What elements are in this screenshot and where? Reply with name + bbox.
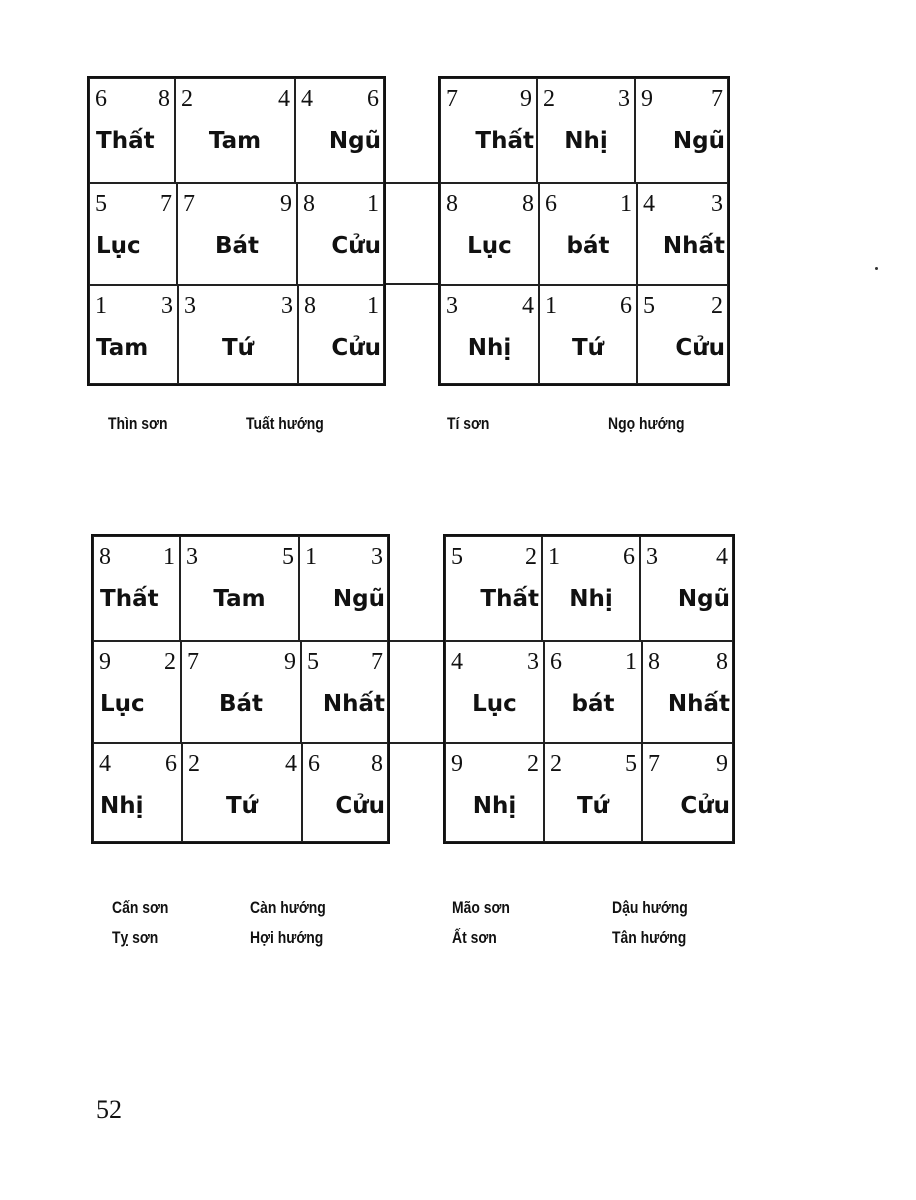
mountain-star: 8 bbox=[648, 649, 660, 675]
mountain-star: 3 bbox=[186, 544, 198, 570]
connector-line bbox=[385, 182, 441, 184]
mountain-star: 1 bbox=[545, 293, 557, 319]
period-star: Thất bbox=[96, 128, 155, 154]
grid-cell bbox=[93, 536, 180, 641]
water-star: 1 bbox=[625, 649, 637, 675]
grid-cell bbox=[539, 183, 637, 285]
water-star: 6 bbox=[623, 544, 635, 570]
grid-cell bbox=[297, 183, 384, 285]
flying-star-grid-1 bbox=[87, 76, 386, 386]
water-star: 6 bbox=[620, 293, 632, 319]
period-star: Cửu bbox=[331, 233, 381, 259]
period-star: Lục bbox=[472, 691, 517, 717]
mountain-star: 8 bbox=[303, 191, 315, 217]
mountain-star: 6 bbox=[545, 191, 557, 217]
water-star: 3 bbox=[618, 86, 630, 112]
water-star: 7 bbox=[160, 191, 172, 217]
period-star: Bát bbox=[218, 691, 264, 717]
grid-cell bbox=[440, 285, 539, 384]
grid-cell bbox=[182, 743, 302, 842]
grid-cell bbox=[445, 641, 544, 743]
water-star: 3 bbox=[371, 544, 383, 570]
mountain-star: 8 bbox=[304, 293, 316, 319]
grid-cell bbox=[445, 743, 544, 842]
water-star: 8 bbox=[522, 191, 534, 217]
water-star: 3 bbox=[711, 191, 723, 217]
mountain-star: 2 bbox=[550, 751, 562, 777]
water-star: 4 bbox=[522, 293, 534, 319]
water-star: 1 bbox=[367, 293, 379, 319]
water-star: 8 bbox=[371, 751, 383, 777]
grid-cell bbox=[637, 285, 728, 384]
grid-cell bbox=[93, 641, 181, 743]
water-star: 5 bbox=[282, 544, 294, 570]
mountain-star: 4 bbox=[301, 86, 313, 112]
mountain-star: 8 bbox=[446, 191, 458, 217]
mountain-star: 3 bbox=[184, 293, 196, 319]
caption-facing: Hợi hướng bbox=[250, 928, 324, 947]
caption-mountain: Cấn sơn bbox=[112, 898, 169, 917]
period-star: Tứ bbox=[221, 335, 255, 361]
period-star: bát bbox=[571, 691, 615, 717]
period-star: Lục bbox=[100, 691, 145, 717]
period-star: Nhị bbox=[100, 793, 144, 819]
period-star: Nhất bbox=[667, 691, 730, 717]
mountain-star: 2 bbox=[188, 751, 200, 777]
period-star: Cửu bbox=[335, 793, 385, 819]
mountain-star: 1 bbox=[548, 544, 560, 570]
caption-mountain: Thìn sơn bbox=[108, 414, 168, 433]
grid-cell bbox=[89, 285, 178, 384]
grid-cell bbox=[637, 183, 728, 285]
connector-line bbox=[385, 283, 441, 285]
mountain-star: 8 bbox=[99, 544, 111, 570]
period-star: Thất bbox=[480, 586, 539, 612]
grid-cell bbox=[302, 743, 388, 842]
grid-cell bbox=[642, 641, 733, 743]
water-star: 6 bbox=[165, 751, 177, 777]
period-star: Ngũ bbox=[328, 128, 381, 154]
grid-cell bbox=[181, 641, 301, 743]
water-star: 9 bbox=[716, 751, 728, 777]
flying-star-grid-4 bbox=[443, 534, 735, 844]
connector-line bbox=[389, 640, 447, 642]
water-star: 2 bbox=[711, 293, 723, 319]
connector-line bbox=[389, 742, 447, 744]
period-star: Nhị bbox=[569, 586, 613, 612]
grid-cell bbox=[544, 743, 642, 842]
period-star: Cửu bbox=[675, 335, 725, 361]
flying-star-grid-3 bbox=[91, 534, 390, 844]
period-star: Cửu bbox=[331, 335, 381, 361]
period-star: Thất bbox=[475, 128, 534, 154]
mountain-star: 4 bbox=[451, 649, 463, 675]
grid-cell bbox=[542, 536, 640, 641]
grid-cell bbox=[180, 536, 299, 641]
mountain-star: 7 bbox=[648, 751, 660, 777]
caption-facing: Tuất hướng bbox=[246, 414, 324, 433]
grid-cell bbox=[178, 285, 298, 384]
grid-cell bbox=[89, 78, 175, 183]
mountain-star: 1 bbox=[95, 293, 107, 319]
mountain-star: 1 bbox=[305, 544, 317, 570]
flying-star-grid-2 bbox=[438, 76, 730, 386]
caption-facing: Tân hướng bbox=[612, 928, 687, 947]
period-star: Cửu bbox=[680, 793, 730, 819]
water-star: 6 bbox=[367, 86, 379, 112]
mountain-star: 7 bbox=[187, 649, 199, 675]
water-star: 7 bbox=[371, 649, 383, 675]
water-star: 2 bbox=[164, 649, 176, 675]
mountain-star: 3 bbox=[446, 293, 458, 319]
mountain-star: 4 bbox=[99, 751, 111, 777]
period-star: Tứ bbox=[225, 793, 259, 819]
page-number: 52 bbox=[96, 1095, 122, 1124]
mountain-star: 9 bbox=[641, 86, 653, 112]
period-star: bát bbox=[566, 233, 610, 259]
water-star: 8 bbox=[158, 86, 170, 112]
period-star: Bát bbox=[214, 233, 260, 259]
water-star: 9 bbox=[520, 86, 532, 112]
grid-cell bbox=[537, 78, 635, 183]
grid-cell bbox=[89, 183, 177, 285]
grid-cell bbox=[177, 183, 297, 285]
period-star: Tam bbox=[96, 335, 149, 361]
mountain-star: 6 bbox=[95, 86, 107, 112]
caption-mountain: Mão sơn bbox=[452, 898, 510, 917]
grid-cell bbox=[635, 78, 728, 183]
mountain-star: 5 bbox=[95, 191, 107, 217]
period-star: Thất bbox=[100, 586, 159, 612]
water-star: 8 bbox=[716, 649, 728, 675]
water-star: 3 bbox=[281, 293, 293, 319]
water-star: 1 bbox=[163, 544, 175, 570]
mountain-star: 9 bbox=[99, 649, 111, 675]
water-star: 1 bbox=[620, 191, 632, 217]
water-star: 2 bbox=[527, 751, 539, 777]
caption-facing: Dậu hướng bbox=[612, 898, 688, 917]
water-star: 2 bbox=[525, 544, 537, 570]
period-star: Tứ bbox=[571, 335, 605, 361]
period-star: Nhị bbox=[467, 335, 512, 361]
period-star: Ngũ bbox=[332, 586, 385, 612]
period-star: Lục bbox=[467, 233, 512, 259]
water-star: 5 bbox=[625, 751, 637, 777]
grid-cell bbox=[445, 536, 542, 641]
mountain-star: 2 bbox=[181, 86, 193, 112]
period-star: Ngũ bbox=[672, 128, 725, 154]
scan-speck bbox=[875, 267, 878, 270]
mountain-star: 6 bbox=[308, 751, 320, 777]
water-star: 3 bbox=[527, 649, 539, 675]
grid-cell bbox=[301, 641, 388, 743]
grid-cell bbox=[295, 78, 384, 183]
period-star: Nhất bbox=[662, 233, 725, 259]
caption-facing: Ngọ hướng bbox=[608, 414, 685, 433]
grid-cell bbox=[544, 641, 642, 743]
mountain-star: 3 bbox=[646, 544, 658, 570]
period-star: Ngũ bbox=[677, 586, 730, 612]
grid-cell bbox=[299, 536, 388, 641]
grid-cell bbox=[93, 743, 182, 842]
grid-cell bbox=[440, 78, 537, 183]
caption-facing: Càn hướng bbox=[250, 898, 326, 917]
grid-cell bbox=[440, 183, 539, 285]
water-star: 9 bbox=[284, 649, 296, 675]
mountain-star: 7 bbox=[183, 191, 195, 217]
water-star: 4 bbox=[285, 751, 297, 777]
water-star: 3 bbox=[161, 293, 173, 319]
mountain-star: 4 bbox=[643, 191, 655, 217]
period-star: Tứ bbox=[576, 793, 610, 819]
water-star: 4 bbox=[278, 86, 290, 112]
mountain-star: 6 bbox=[550, 649, 562, 675]
mountain-star: 2 bbox=[543, 86, 555, 112]
water-star: 4 bbox=[716, 544, 728, 570]
period-star: Nhị bbox=[472, 793, 517, 819]
grid-cell bbox=[642, 743, 733, 842]
grid-cell bbox=[175, 78, 295, 183]
mountain-star: 5 bbox=[307, 649, 319, 675]
period-star: Nhị bbox=[564, 128, 608, 154]
period-star: Tam bbox=[208, 128, 262, 154]
caption-mountain: Ất sơn bbox=[452, 928, 497, 947]
grid-cell bbox=[298, 285, 384, 384]
caption-mountain: Tỵ sơn bbox=[112, 928, 159, 947]
period-star: Tam bbox=[213, 586, 266, 612]
caption-mountain: Tí sơn bbox=[447, 414, 490, 433]
water-star: 9 bbox=[280, 191, 292, 217]
grid-cell bbox=[640, 536, 733, 641]
grid-cell bbox=[539, 285, 637, 384]
mountain-star: 5 bbox=[643, 293, 655, 319]
mountain-star: 7 bbox=[446, 86, 458, 112]
period-star: Nhất bbox=[322, 691, 385, 717]
period-star: Lục bbox=[96, 233, 141, 259]
water-star: 7 bbox=[711, 86, 723, 112]
mountain-star: 9 bbox=[451, 751, 463, 777]
water-star: 1 bbox=[367, 191, 379, 217]
mountain-star: 5 bbox=[451, 544, 463, 570]
